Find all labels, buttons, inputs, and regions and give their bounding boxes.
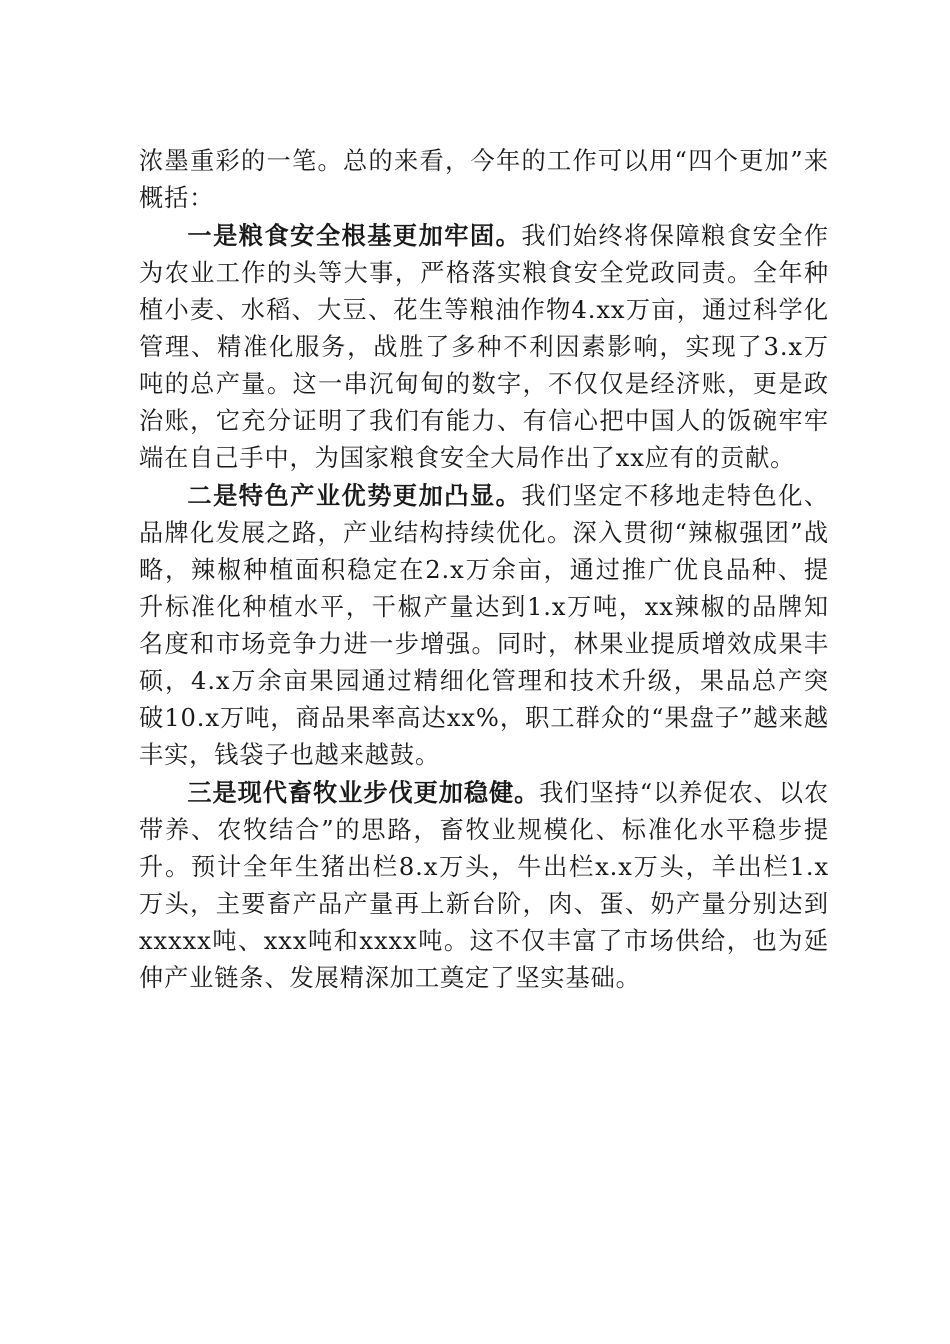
paragraph-animal-husbandry-text: 我们坚持“以养促农、以农带养、农牧结合”的思路，畜牧业规模化、标准化水平稳步提升。预计全年生猪出栏8.x万头，牛出栏x.x万头，羊出栏1.x万头，主要畜产品产量再上新台阶，肉、蛋、奶产量分别达到xxxxx吨、xxx吨和xxxx吨。这不仅丰富了市场供给，也为延伸产业链条、发展精深加工奠定了坚实基础。 bbox=[139, 779, 829, 992]
paragraph-intro bbox=[139, 143, 829, 217]
paragraph-intro-text: 浓墨重彩的一笔。总的来看，今年的工作可以用“四个更加”来概括： bbox=[139, 147, 829, 212]
paragraph-grain-security-text: 我们始终将保障粮食安全作为农业工作的头等大事，严格落实粮食安全党政同责。全年种植小麦、水稻、大豆、花生等粮油作物4.xx万亩，通过科学化管理、精准化服务，战胜了多种不利因素影响，实现了3.x万吨的总产量。这一串沉甸甸的数字，不仅仅是经济账，更是政治账，它充分证明了我们有能力、有信心把中国人的饭碗牢牢端在自己手中，为国家粮食安全大局作出了xx应有的贡献。 bbox=[139, 222, 829, 472]
paragraph-specialty-industry-heading: 二是特色产业优势更加凸显。 bbox=[187, 481, 522, 510]
paragraph-specialty-industry bbox=[139, 477, 829, 774]
paragraph-grain-security-heading: 一是粮食安全根基更加牢固。 bbox=[187, 221, 522, 250]
paragraph-specialty-industry-text: 我们坚定不移地走特色化、品牌化发展之路，产业结构持续优化。深入贯彻“辣椒强团”战略，辣椒种植面积稳定在2.x万余亩，通过推广优良品种、提升标准化种植水平，干椒产量达到1.x万吨，xx辣椒的品牌知名度和市场竞争力进一步增强。同时，林果业提质增效成果丰硕，4.x万余亩果园通过精细化管理和技术升级，果品总产突破10.x万吨，商品果率高达xx%，职工群众的“果盘子”越来越丰实，钱袋子也越来越鼓。 bbox=[139, 482, 829, 769]
paragraph-grain-security bbox=[139, 217, 829, 477]
paragraph-animal-husbandry-heading: 三是现代畜牧业步伐更加稳健。 bbox=[187, 778, 540, 807]
paragraph-animal-husbandry bbox=[139, 774, 829, 997]
document-body bbox=[139, 143, 829, 997]
